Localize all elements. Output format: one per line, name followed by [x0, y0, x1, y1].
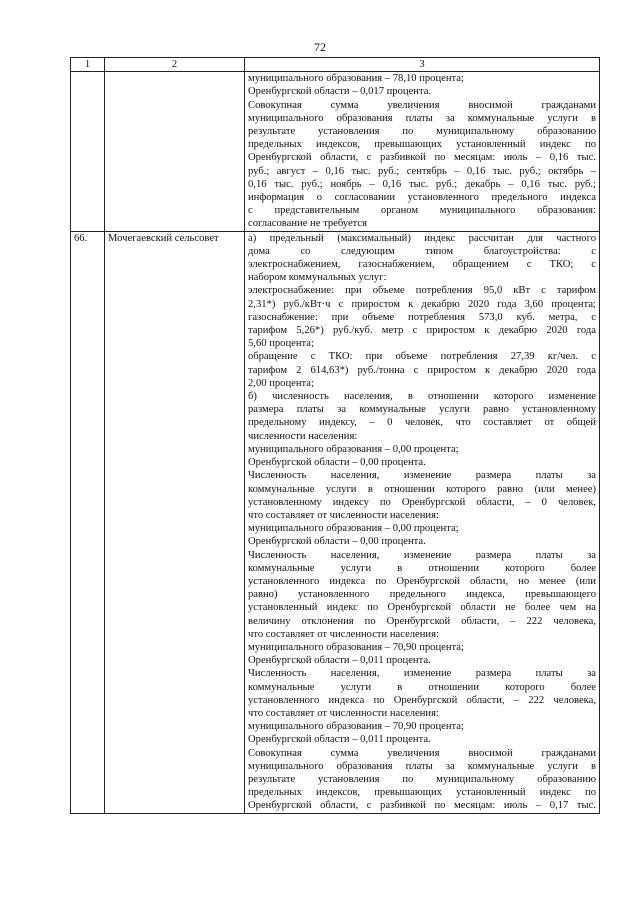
text-line: 5,60 процента; — [248, 338, 314, 350]
text-line: набором коммунальных услуг: — [248, 272, 387, 284]
text-line: коммунальные услуги в отношении которого более — [248, 562, 596, 574]
table-row-continuation — [71, 72, 600, 231]
header-col-2: 2 — [105, 58, 245, 72]
description-cell — [245, 231, 600, 813]
text-line: Оренбургской области – 0,011 процента. — [248, 734, 431, 746]
text-line: предельных индексов, превышающих установленный индекс по — [248, 787, 596, 799]
header-col-3: 3 — [245, 58, 600, 72]
text-line: предельных индексов, превышающих установленный индекс по — [248, 139, 596, 151]
text-line: муниципального образования – 70,90 процента; — [248, 721, 464, 733]
text-line: а) предельный (максимальный) индекс рассчитан для частного — [248, 232, 596, 244]
text-line: дома со следующим типом благоустройства: с — [248, 245, 596, 257]
table-row-66 — [71, 231, 600, 813]
text-line: муниципального образования платы за коммунальные услуги в — [248, 760, 596, 772]
text-line: информация о согласовании установленного предельного индекса — [248, 192, 596, 204]
description-cell — [245, 72, 600, 231]
text-line: что составляет от численности населения: — [248, 707, 439, 719]
text-line: Оренбургской области – 0,011 процента. — [248, 655, 431, 667]
text-line: установленного индекса по Оренбургской области, – 222 человека, — [248, 694, 596, 706]
text-line: электроснабжение: при объеме потребления 95,0 кВт с тарифом — [248, 285, 596, 297]
document-table — [70, 57, 600, 814]
text-line: с представительным органом муниципального образования: — [248, 205, 596, 217]
text-line: муниципального образования платы за коммунальные услуги в — [248, 112, 596, 124]
page-number: 72 — [314, 40, 326, 54]
text-line: численности населения: — [248, 430, 358, 442]
text-line: 2,00 процента; — [248, 377, 314, 389]
text-line: результате установления по муниципальному образованию — [248, 126, 596, 138]
text-line: газоснабжение: при объеме потребления 573,0 куб. метра, с — [248, 311, 596, 323]
text-line: муниципального образования – 70,90 процента; — [248, 641, 464, 653]
text-line: тарифом 2 614,63*) руб./тонна с приростом к декабрю 2020 года — [248, 364, 596, 376]
text-line: коммунальные услуги в отношении которого более — [248, 681, 596, 693]
header-col-1: 1 — [71, 58, 105, 72]
description-text — [248, 72, 596, 230]
description-text — [248, 232, 596, 813]
municipality-cell — [105, 72, 245, 231]
text-line: муниципального образования – 0,00 процента; — [248, 443, 459, 455]
text-line: обращение с ТКО: при объеме потребления 27,39 кг/чел. с — [248, 351, 596, 363]
text-line: Оренбургской области – 0,017 процента. — [248, 86, 432, 98]
text-line: Совокупная сумма увеличения вносимой гражданами — [248, 99, 596, 111]
municipality-cell: Мочегаевский сельсовет — [105, 231, 245, 813]
text-line: Численность населения, изменение размера платы за — [248, 668, 596, 680]
text-line: предельному индексу, – 0 человек, что составляет от общей — [248, 417, 596, 429]
table-header-row — [71, 58, 600, 72]
text-line: размера платы за коммунальные услуги равно установленному — [248, 404, 596, 416]
text-line: Оренбургской области, с разбивкой по месяцам: июль – 0,16 тыс. — [248, 152, 596, 164]
text-line: Оренбургской области – 0,00 процента. — [248, 536, 426, 548]
text-line: 2,31*) руб./кВт·ч с приростом к декабрю 2020 года 3,60 процента; — [248, 298, 596, 310]
text-line: равно) установленного предельного индекса, превышающего — [248, 589, 596, 601]
text-line: Оренбургской области, с разбивкой по месяцам: июль – 0,17 тыс. — [248, 800, 596, 812]
text-line: что составляет от численности населения: — [248, 628, 439, 640]
text-line: результате установления по муниципальному образованию — [248, 773, 596, 785]
text-line: Совокупная сумма увеличения вносимой гражданами — [248, 747, 596, 759]
text-line: что составляет от численности населения: — [248, 509, 439, 521]
text-line: Оренбургской области – 0,00 процента. — [248, 457, 426, 469]
text-line: б) численность населения, в отношении которого изменение — [248, 391, 596, 403]
text-line: установленного индекса по Оренбургской области, но менее (или — [248, 575, 596, 587]
text-line: Численность населения, изменение размера платы за — [248, 549, 596, 561]
text-line: 0,16 тыс. руб.; ноябрь – 0,16 тыс. руб.; декабрь – 0,16 тыс. руб.; — [248, 178, 596, 190]
text-line: Численность населения, изменение размера платы за — [248, 470, 596, 482]
text-line: согласование не требуется — [248, 218, 368, 230]
text-line: муниципального образования – 0,00 процента; — [248, 523, 459, 535]
text-line: коммунальные услуги в отношении которого равно (или менее) — [248, 483, 596, 495]
text-line: руб.; август – 0,16 тыс. руб.; сентябрь – 0,16 тыс. руб.; октябрь – — [248, 165, 596, 177]
text-line: установленному индексу по Оренбургской области, – 0 человек, — [248, 496, 596, 508]
text-line: установленный индекс по Оренбургской области не более чем на — [248, 602, 596, 614]
text-line: муниципального образования – 78,10 процента; — [248, 73, 464, 85]
row-number-cell: 66. — [71, 231, 105, 813]
row-number-cell — [71, 72, 105, 231]
text-line: тарифом 5,26*) руб./куб. метр с приростом к декабрю 2020 года — [248, 325, 596, 337]
text-line: величину отклонения по Оренбургской области, – 222 человека, — [248, 615, 596, 627]
text-line: электроснабжением, газоснабжением, обращением с ТКО; с — [248, 259, 596, 271]
